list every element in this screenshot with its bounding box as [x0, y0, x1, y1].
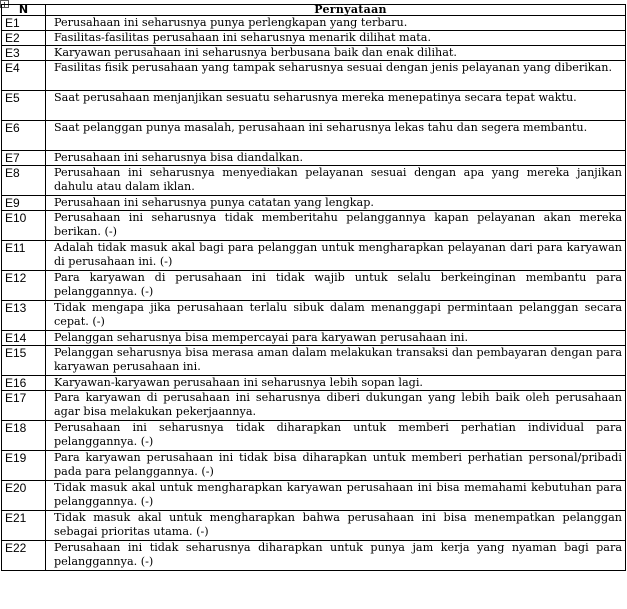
- row-statement: Tidak masuk akal untuk mengharapkan bahwa perusahaan ini bisa menempatkan pelanggan sebagai prioritas utama. (-): [46, 511, 626, 541]
- table-row: [2, 211, 626, 241]
- header-n: N: [2, 5, 46, 16]
- row-code: E11: [2, 241, 46, 271]
- row-statement: Karyawan-karyawan perusahaan ini seharusnya lebih sopan lagi.: [46, 376, 626, 391]
- row-code: E10: [2, 211, 46, 241]
- row-code: E16: [2, 376, 46, 391]
- row-statement: Perusahaan ini seharusnya bisa diandalkan.: [46, 151, 626, 166]
- row-code: E18: [2, 421, 46, 451]
- row-code: E7: [2, 151, 46, 166]
- row-code: E21: [2, 511, 46, 541]
- row-code: E9: [2, 196, 46, 211]
- row-code: E2: [2, 31, 46, 46]
- table-row: [2, 481, 626, 511]
- row-code: E4: [2, 61, 46, 91]
- statements-table: [1, 4, 626, 571]
- row-statement: Pelanggan seharusnya bisa mempercayai para karyawan perusahaan ini.: [46, 331, 626, 346]
- row-code: E1: [2, 16, 46, 31]
- table-row: [2, 196, 626, 211]
- table-row: [2, 271, 626, 301]
- row-code: E22: [2, 541, 46, 571]
- table-row: [2, 451, 626, 481]
- table-row: [2, 16, 626, 31]
- row-code: E5: [2, 91, 46, 121]
- table-row: [2, 166, 626, 196]
- row-code: E19: [2, 451, 46, 481]
- table-row: [2, 346, 626, 376]
- row-code: E17: [2, 391, 46, 421]
- row-code: E14: [2, 331, 46, 346]
- row-statement: Para karyawan perusahaan ini tidak bisa diharapkan untuk memberi perhatian personal/pribadi pada para pelanggannya. (-): [46, 451, 626, 481]
- table-row: [2, 376, 626, 391]
- row-statement: Perusahaan ini seharusnya tidak diharapkan untuk memberi perhatian individual para pelanggannya. (-): [46, 421, 626, 451]
- table-row: [2, 331, 626, 346]
- row-code: E13: [2, 301, 46, 331]
- row-code: E6: [2, 121, 46, 151]
- table-row: [2, 121, 626, 151]
- row-statement: Para karyawan di perusahaan ini tidak wajib untuk selalu berkeinginan membantu para pelanggannya. (-): [46, 271, 626, 301]
- table-row: [2, 151, 626, 166]
- header-pernyataan: Pernyataan: [46, 5, 626, 16]
- row-code: E20: [2, 481, 46, 511]
- row-statement: Fasilitas fisik perusahaan yang tampak seharusnya sesuai dengan jenis pelayanan yang diberikan.: [46, 61, 626, 91]
- table-row: [2, 61, 626, 91]
- row-statement: Saat pelanggan punya masalah, perusahaan ini seharusnya lekas tahu dan segera membantu.: [46, 121, 626, 151]
- table-row: [2, 541, 626, 571]
- row-statement: Fasilitas-fasilitas perusahaan ini seharusnya menarik dilihat mata.: [46, 31, 626, 46]
- table-row: [2, 421, 626, 451]
- row-statement: Adalah tidak masuk akal bagi para pelanggan untuk mengharapkan pelayanan dari para karyawan di perusahaan ini. (-): [46, 241, 626, 271]
- row-statement: Perusahaan ini seharusnya tidak memberitahu pelanggannya kapan pelayanan akan mereka berikan. (-): [46, 211, 626, 241]
- table-header-row: [2, 5, 626, 16]
- row-code: E3: [2, 46, 46, 61]
- table-row: [2, 301, 626, 331]
- row-statement: Perusahaan ini tidak seharusnya diharapkan untuk punya jam kerja yang nyaman bagi para pelanggannya. (-): [46, 541, 626, 571]
- row-code: E8: [2, 166, 46, 196]
- row-statement: Tidak mengapa jika perusahaan terlalu sibuk dalam menanggapi permintaan pelanggan secara cepat. (-): [46, 301, 626, 331]
- row-statement: Perusahaan ini seharusnya punya catatan yang lengkap.: [46, 196, 626, 211]
- table-row: [2, 511, 626, 541]
- table-row: [2, 241, 626, 271]
- row-statement: Perusahaan ini seharusnya punya perlengkapan yang terbaru.: [46, 16, 626, 31]
- row-code: E15: [2, 346, 46, 376]
- row-statement: Tidak masuk akal untuk mengharapkan karyawan perusahaan ini bisa memahami kebutuhan para pelanggannya. (-): [46, 481, 626, 511]
- table-row: [2, 391, 626, 421]
- row-code: E12: [2, 271, 46, 301]
- table-row: [2, 31, 626, 46]
- row-statement: Karyawan perusahaan ini seharusnya berbusana baik dan enak dilihat.: [46, 46, 626, 61]
- row-statement: Perusahaan ini seharusnya menyediakan pelayanan sesuai dengan apa yang mereka janjikan dahulu atau dalam iklan.: [46, 166, 626, 196]
- row-statement: Saat perusahaan menjanjikan sesuatu seharusnya mereka menepatinya secara tepat waktu.: [46, 91, 626, 121]
- row-statement: Pelanggan seharusnya bisa merasa aman dalam melakukan transaksi dan pembayaran dengan para karyawan perusahaan ini.: [46, 346, 626, 376]
- table-row: [2, 91, 626, 121]
- table-row: [2, 46, 626, 61]
- row-statement: Para karyawan di perusahaan ini seharusnya diberi dukungan yang lebih baik oleh perusahaan agar bisa melakukan pekerjaannya.: [46, 391, 626, 421]
